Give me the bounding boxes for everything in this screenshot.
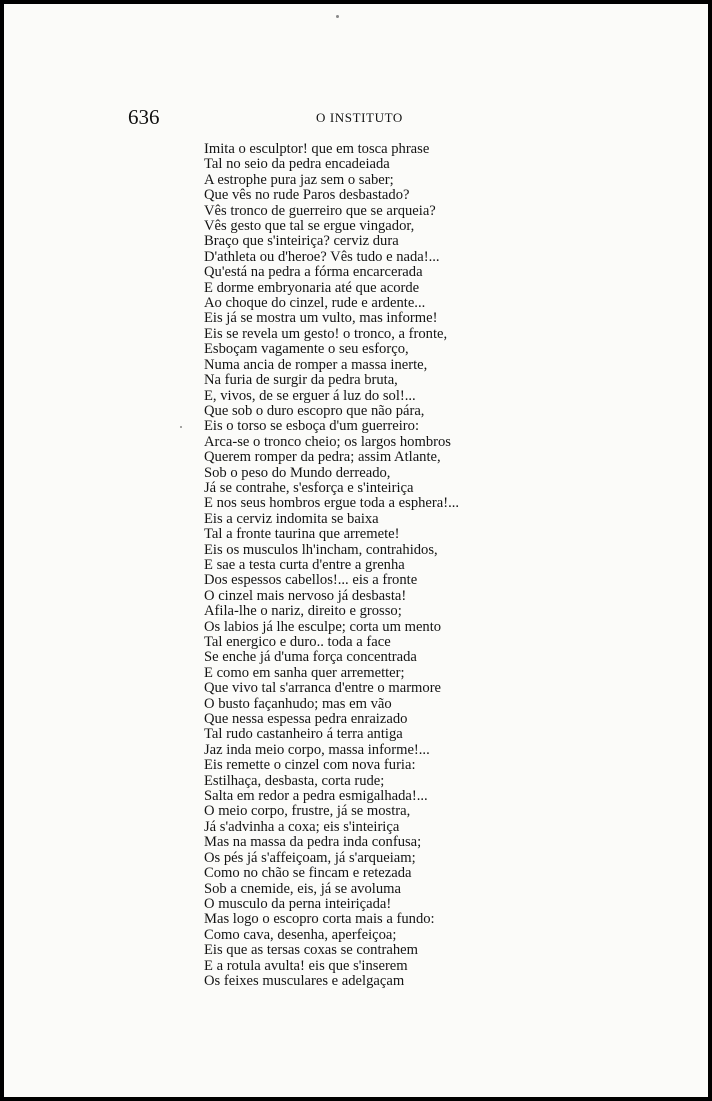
poem-line: Ao choque do cinzel, rude e ardente... — [204, 295, 426, 312]
poem-line: Qu'está na pedra a fórma encarcerada — [204, 264, 423, 281]
poem-line: E nos seus hombros ergue toda a esphera!... — [204, 495, 460, 512]
poem-line: Jaz inda meio corpo, massa informe!... — [204, 741, 430, 758]
paper-speck — [336, 15, 339, 18]
poem-line: Afila-lhe o nariz, direito e grosso; — [204, 603, 402, 620]
poem-line: Os labios já lhe esculpe; corta um mento — [204, 618, 442, 635]
poem-line: Tal a fronte taurina que arremete! — [204, 526, 400, 543]
poem-line: Eis remette o cinzel com nova furia: — [204, 757, 416, 774]
poem-line: Tal rudo castanheiro á terra antiga — [204, 726, 403, 743]
poem-line: E a rotula avulta! eis que s'inserem — [204, 957, 408, 974]
poem-line: E como em sanha quer arremetter; — [204, 664, 405, 681]
poem-line: O meio corpo, frustre, já se mostra, — [204, 803, 411, 820]
poem-line: D'athleta ou d'heroe? Vês tudo e nada!... — [204, 248, 440, 265]
poem-line: Que sob o duro escopro que não pára, — [204, 402, 425, 419]
poem-line: Imita o esculptor! que em tosca phrase — [204, 141, 430, 157]
poem-line: A estrophe pura jaz sem o saber; — [204, 171, 394, 188]
poem-line: E, vivos, de se erguer á luz do sol!... — [204, 387, 416, 404]
poem-line: Arca-se o tronco cheio; os largos hombros — [204, 433, 451, 450]
running-title: O INSTITUTO — [316, 110, 403, 125]
document-page — [4, 4, 708, 1097]
poem-line: Já se contrahe, s'esforça e s'inteiriça — [204, 479, 414, 496]
poem-body — [204, 142, 459, 989]
poem-line: Esboçam vagamente o seu esforço, — [204, 341, 409, 358]
poem-line: Sob o peso do Mundo derreado, — [204, 464, 391, 481]
poem-line: Eis que as tersas coxas se contrahem — [204, 942, 418, 959]
poem-line: Vês gesto que tal se ergue vingador, — [204, 218, 415, 235]
poem-line: Se enche já d'uma força concentrada — [204, 649, 417, 666]
poem-line: Querem romper da pedra; assim Atlante, — [204, 449, 441, 466]
poem-line: Mas na massa da pedra inda confusa; — [204, 834, 422, 851]
poem-line: Os pés já s'affeiçoam, já s'arqueiam; — [204, 849, 416, 866]
poem-line: Que vês no rude Paros desbastado? — [204, 187, 410, 204]
poem-line: Numa ancia de romper a massa inerte, — [204, 356, 428, 373]
poem-line: Vês tronco de guerreiro que se arqueia? — [204, 202, 436, 219]
poem-line: Já s'advinha a coxa; eis s'inteiriça — [204, 818, 400, 835]
poem-line: Na furia de surgir da pedra bruta, — [204, 372, 398, 389]
poem-line: Eis os musculos lh'incham, contrahidos, — [204, 541, 438, 558]
poem-line: Estilhaça, desbasta, corta rude; — [204, 772, 385, 789]
poem-line: O busto façanhudo; mas em vão — [204, 695, 392, 712]
poem-line: Mas logo o escopro corta mais a fundo: — [204, 911, 435, 928]
page-header — [4, 105, 708, 129]
poem-line: Eis a cerviz indomita se baixa — [204, 510, 379, 527]
poem-line: Eis já se mostra um vulto, mas informe! — [204, 310, 438, 327]
poem-line: Como no chão se fincam e retezada — [204, 865, 412, 882]
poem-line: Tal energico e duro.. toda a face — [204, 634, 391, 650]
poem-line: Eis o torso se esboça d'um guerreiro: — [204, 418, 419, 435]
poem-line: O musculo da perna inteiriçada! — [204, 895, 392, 912]
poem-line: Eis se revela um gesto! o tronco, a fronte, — [204, 325, 448, 342]
poem-line: Braço que s'inteiriça? cerviz dura — [204, 233, 399, 250]
poem-line: Como cava, desenha, aperfeiçoa; — [204, 926, 397, 943]
poem-line: O cinzel mais nervoso já desbasta! — [204, 587, 407, 604]
poem-line: Dos espessos cabellos!... eis a fronte — [204, 572, 418, 589]
poem-line: Sob a cnemide, eis, já se avoluma — [204, 880, 401, 897]
poem-line: Que nessa espessa pedra enraizado — [204, 711, 408, 728]
poem-line: Tal no seio da pedra encadeiada — [204, 156, 390, 173]
poem-line: Salta em redor a pedra esmigalhada!... — [204, 788, 428, 805]
page-number: 636 — [128, 105, 160, 129]
paper-speck — [180, 426, 182, 428]
poem-line: Que vivo tal s'arranca d'entre o marmore — [204, 680, 442, 697]
poem-line: Os feixes musculares e adelgaçam — [204, 972, 405, 989]
poem-line: E sae a testa curta d'entre a grenha — [204, 556, 405, 573]
poem-line: E dorme embryonaria até que acorde — [204, 279, 420, 296]
